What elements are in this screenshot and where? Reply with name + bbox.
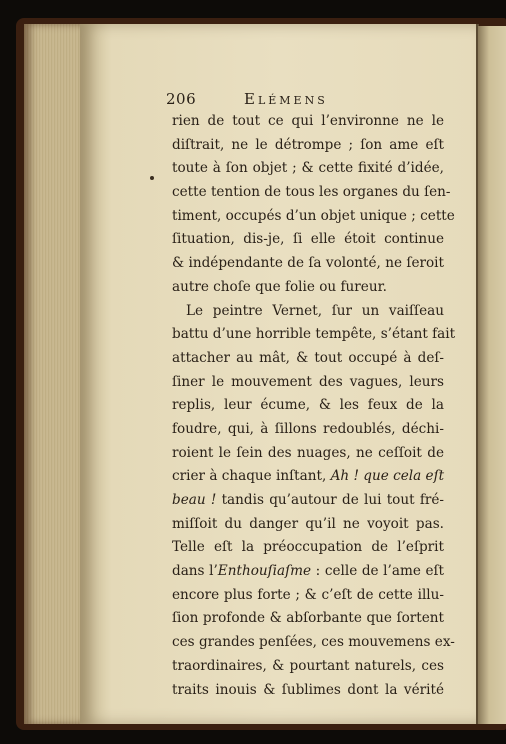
text-line: encore plus forte ; & c’eſt de cette illu- [172, 586, 444, 603]
text-segment: crier à chaque inſtant, [172, 468, 331, 485]
text-line: ſion profonde & abſorbante que ſortent [172, 610, 444, 627]
text-line [172, 465, 444, 489]
text-line: rien de tout ce qui l’environne ne le [172, 113, 444, 129]
text-line: replis, leur écume, & les feux de la [172, 397, 444, 414]
text-segment: : celle de l’ame eſt [311, 563, 444, 580]
body-text [172, 110, 456, 702]
text-line: attacher au mât, & tout occupé à deſ- [172, 349, 444, 366]
italic-phrase: beau ! [172, 492, 217, 508]
text-line [172, 560, 444, 584]
text-line [172, 489, 444, 513]
text-line: ces grandes penſées, ces mouvemens ex- [172, 634, 455, 651]
running-title: Elémens [244, 90, 328, 108]
page-number: 206 [166, 90, 197, 108]
text-line: ſituation, dis-je, ſi elle étoit continue [172, 231, 444, 248]
text-line: foudre, qui, à ſillons redoublés, déchi- [172, 420, 444, 437]
facing-page-edge [478, 26, 506, 724]
text-line: cette tention de tous les organes du ſen- [172, 184, 451, 201]
italic-phrase: Ah ! que cela eſt [330, 468, 445, 485]
text-segment: tandis qu’autour de lui tout fré- [216, 492, 444, 508]
text-line: Le peintre Vernet, ſur un vaiſſeau [186, 302, 444, 319]
text-line: miſſoit du danger qu’il ne voyoit pas. [172, 515, 444, 532]
page-header [166, 90, 426, 110]
text-line: diſtrait, ne le détrompe ; ſon ame eſt [172, 136, 444, 153]
text-line: Telle eſt la préoccupation de l’eſprit [172, 539, 444, 556]
text-line: traits inouis & ſublimes dont la vérité [172, 681, 444, 698]
text-line: timent, occupés d’un objet unique ; cette [172, 207, 455, 224]
text-line: autre choſe que folie ou fureur. [172, 278, 387, 295]
italic-phrase: Enthouſiaſme [217, 563, 312, 580]
page-edges [24, 24, 82, 724]
text-line: toute à ſon objet ; & cette fixité d’idée, [172, 160, 444, 177]
text-line: roient le ſein des nuages, ne ceſſoit de [172, 444, 444, 461]
text-line: ſiner le mouvement des vagues, leurs [172, 373, 444, 390]
text-line: & indépendante de ſa volonté, ne ſeroit [172, 255, 444, 272]
text-line: traordinaires, & pourtant naturels, ces [172, 657, 444, 674]
margin-mark [150, 176, 154, 180]
text-segment: dans l’ [172, 563, 218, 580]
text-line: battu d’une horrible tempête, s’étant fait [172, 326, 456, 343]
